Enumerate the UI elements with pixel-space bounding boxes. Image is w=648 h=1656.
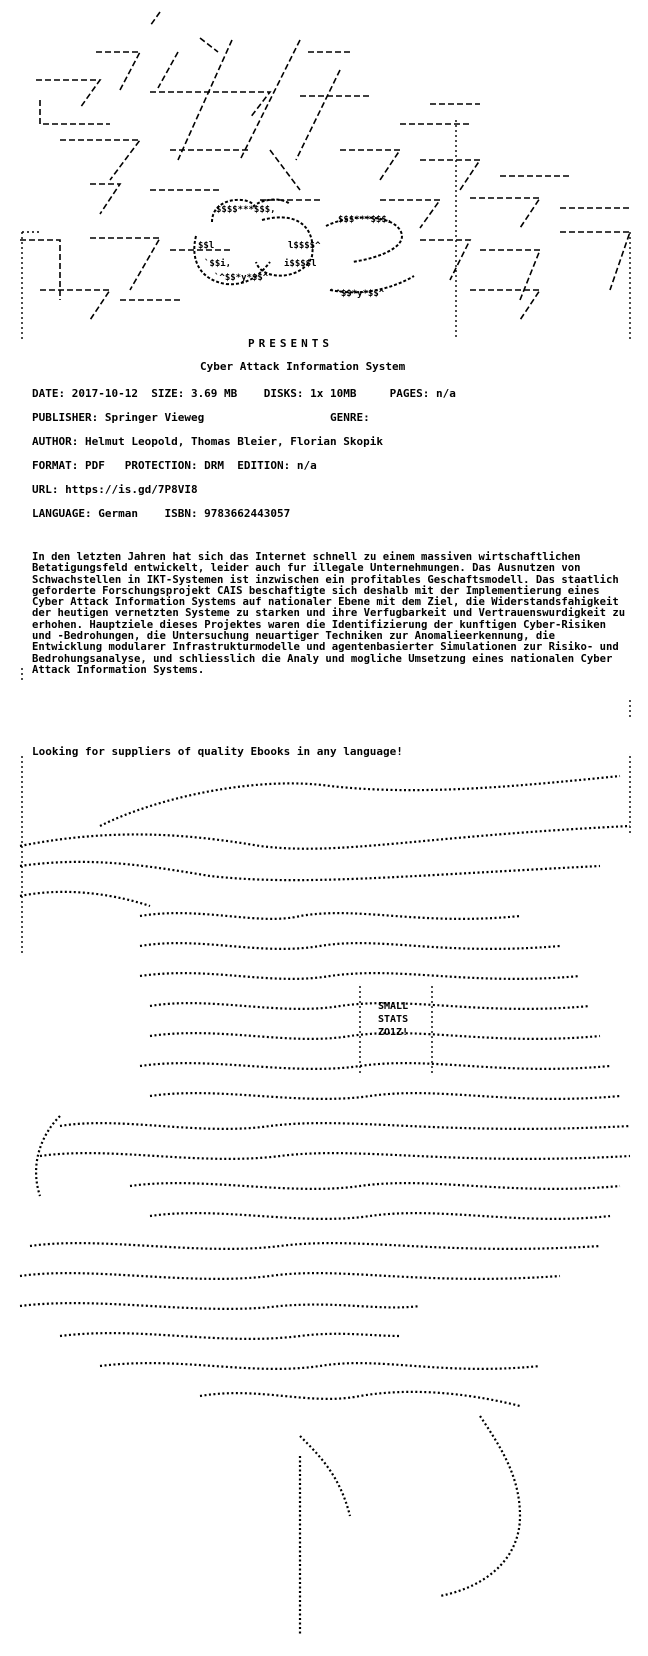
meta-language-isbn: LANGUAGE: German ISBN: 9783662443057	[32, 507, 291, 520]
release-title: Cyber Attack Information System	[200, 360, 406, 373]
meta-publisher-genre: PUBLISHER: Springer Vieweg GENRE:	[32, 411, 370, 424]
svg-text:$$$***$$$,: $$$***$$$,	[338, 215, 393, 225]
dotted-separator	[0, 660, 648, 720]
svg-text:i$$$$l: i$$$$l	[284, 259, 317, 269]
looking-for-suppliers: Looking for suppliers of quality Ebooks in any language!	[32, 745, 403, 758]
meta-format-protection-edition: FORMAT: PDF PROTECTION: DRM EDITION: n/a	[32, 459, 317, 472]
svg-text:`^$$*y*$$^: `^$$*y*$$^	[214, 273, 269, 283]
description-text: In den letzten Jahren hat sich das Internet schnell zu einem massiven wirtschaftlichen Betatigungsfeld entwickelt, leider auch fur illegale Unternehmungen. Das Ausnutzen von Schwachstellen in IKT-Systemen ist inzwischen ein profitables Geschaftsmodell. Das staatlich geforderte Forschungsprojekt CAIS beschaftigte sich deshalb mit der Implementierung eines Cyber Attack Information Systems auf nationaler Ebene mit dem Ziel, die Widerstandsfahigkeit der heutigen vernetzten Systeme zu starken und ihre Verfugbarkeit und Vertrauenswurdigkeit zu erhohen. Hauptziele dieses Projektes waren die Identifizierung der kunftigen Cyber-Risiken und -Bedrohungen, die Untersuchung neuartiger Techniken zur Anomalieerkennung, die Entwicklung modularer Infrastrukturmodelle und agentenbasierter Simulationen zur Risiko- und Bedrohungsanalyse, und schliesslich die Analy und mogliche Umsetzung eines nationalen Cyber Attack Information Systems.	[32, 551, 626, 676]
meta-url: URL: https://is.gd/7P8VI8	[32, 483, 198, 496]
lion-ascii-art	[0, 756, 648, 1656]
svg-text:`^$$*y*$$^: `^$$*y*$$^	[330, 289, 385, 299]
svg-text:$$$$***$$$,: $$$$***$$$,	[216, 205, 276, 215]
svg-text:$$l: $$l	[198, 241, 215, 251]
meta-date-size-disks-pages: DATE: 2017-10-12 SIZE: 3.69 MB DISKS: 1x 10MB PAGES: n/a	[32, 387, 456, 400]
presents-label: PRESENTS	[248, 337, 333, 350]
logo-ascii-art	[0, 0, 648, 340]
small-stats-box: SMALL STATS ZO1Z!	[378, 1001, 409, 1038]
svg-text:l$$$$^: l$$$$^	[288, 241, 321, 251]
svg-text:`$$i,: `$$i,	[204, 259, 232, 269]
meta-author: AUTHOR: Helmut Leopold, Thomas Bleier, Florian Skopik	[32, 435, 383, 448]
